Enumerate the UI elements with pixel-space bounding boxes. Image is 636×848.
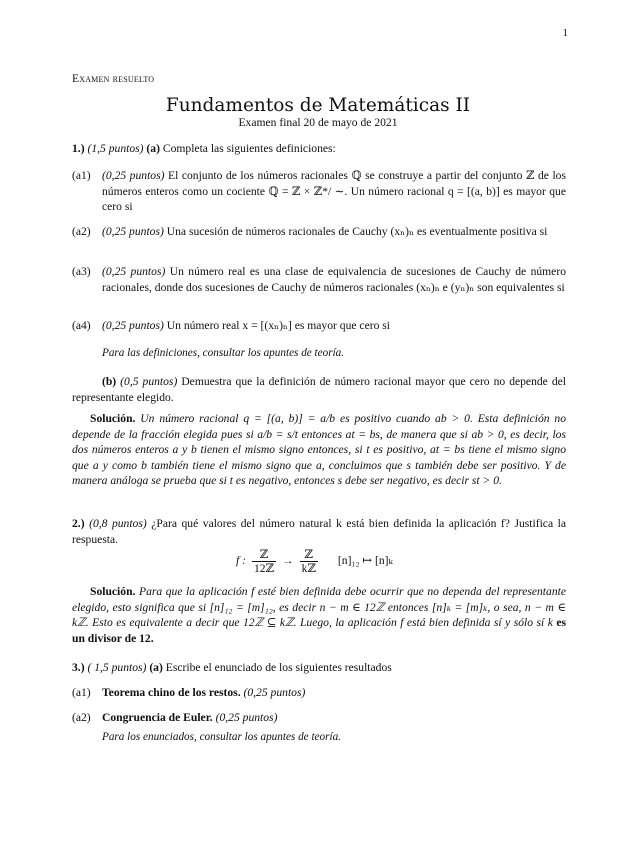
question-1a-label: (a) <box>146 142 160 155</box>
question-1-points: (1,5 puntos) <box>87 142 144 155</box>
question-1-item-a2 <box>72 224 566 256</box>
question-1-solution <box>72 411 566 489</box>
item-points: (0,25 puntos) <box>243 686 306 699</box>
item-body <box>102 264 566 295</box>
question-2-number: 2.) <box>72 517 85 530</box>
question-1-note: Para las definiciones, consultar los apuntes de teoría. <box>102 347 345 359</box>
fraction-1 <box>252 548 276 575</box>
formula-arrow: → <box>282 554 294 568</box>
item-body <box>102 168 566 215</box>
question-3-item-a2 <box>72 710 566 726</box>
question-2-formula <box>236 546 393 576</box>
solution-label: Solución. <box>90 585 136 598</box>
question-1b-text: Demuestra que la definición de número racional mayor que cero no depende del representante elegido. <box>72 375 566 404</box>
item-body <box>102 685 566 701</box>
item-label: (a1) <box>72 169 91 182</box>
item-body <box>102 318 566 334</box>
question-2-solution <box>72 584 566 646</box>
solution-text: Para que la aplicación f esté bien definida debe ocurrir que no dependa del representante elegido, esto significa que si [n]₁₂ = [m]₁₂, es decir n − m ∈ 12ℤ entonces [n]ₖ = [m]ₖ, o sea, n − m ∈ kℤ. Esto es equivalente a decir que 12ℤ ⊆ kℤ. Luego, la aplicación f está bien definida sí y sólo sí k <box>72 585 566 630</box>
item-title: Congruencia de Euler. <box>102 711 213 724</box>
item-label: (a2) <box>72 711 91 724</box>
item-label: (a3) <box>72 265 91 278</box>
item-body <box>102 710 566 726</box>
question-3-note: Para los enunciados, consultar los apuntes de teoría. <box>102 731 341 743</box>
item-points: (0,25 puntos) <box>102 265 166 278</box>
item-title: Teorema chino de los restos. <box>102 686 241 699</box>
question-2-text: ¿Para qué valores del número natural k está bien definida la aplicación f? Justifica la respuesta. <box>72 517 566 546</box>
solution-bold-text: es un divisor de 12. <box>72 616 566 645</box>
question-1-item-a3 <box>72 264 566 312</box>
question-3a-text: Escribe el enunciado de los siguientes resultados <box>165 661 392 674</box>
item-points: (0,25 puntos) <box>102 169 165 182</box>
page-subtitle: Examen final 20 de mayo de 2021 <box>238 116 398 129</box>
item-body <box>102 224 566 240</box>
question-1b-label: (b) <box>102 375 117 388</box>
item-label: (a4) <box>72 319 91 332</box>
question-3-number: 3.) <box>72 661 85 674</box>
question-1b-points: (0,5 puntos) <box>120 375 178 388</box>
fraction-2 <box>300 548 318 575</box>
question-1b <box>72 374 566 405</box>
formula-rhs: [n]₁₂ ↦ [n]ₖ <box>337 554 393 568</box>
question-1-number: 1.) <box>72 142 85 155</box>
page-number: 1 <box>562 27 568 39</box>
fraction-1-numerator: ℤ <box>259 547 269 561</box>
question-1-item-a4 <box>72 318 566 334</box>
item-text: Una sucesión de números racionales de Cauchy (xₙ)ₙ es eventualmente positiva si <box>166 225 548 238</box>
solution-label: Solución. <box>90 412 136 425</box>
question-1-item-a1 <box>72 168 566 216</box>
formula-lhs: f : <box>236 554 246 568</box>
item-label: (a2) <box>72 225 91 238</box>
solution-text: Un número racional q = [(a, b)] = a/b es positivo cuando ab > 0. Esta definición no depende de la fracción elegida pues si a/b = s/t entonces at = bs, de manera que si ab > 0, es decir, los dos números enteros a y b tienen el mismo signo entonces, si t es positivo, at = bs tiene el mismo signo que a y como b también tiene el mismo signo que a, concluimos que s también debe ser positivo. Y de manera análoga se prueba que si t es negativo, entonces s debe ser negativo, es decir st > 0. <box>72 412 566 488</box>
question-3a-label: (a) <box>149 661 163 674</box>
item-text: Un número real x = [(xₙ)ₙ] es mayor que cero si <box>166 319 390 332</box>
question-1-heading <box>72 141 566 157</box>
item-points: (0,25 puntos) <box>102 319 164 332</box>
question-2 <box>72 516 566 547</box>
question-3-heading <box>72 660 566 676</box>
page-title: Fundamentos de Matemáticas II <box>165 95 471 116</box>
item-text: El conjunto de los números racionales ℚ se construye a partir del conjunto ℤ de los números enteros como un cociente ℚ = ℤ × ℤ*/ ∼. Un número racional q = [(a, b)] es mayor que cero si <box>102 169 566 214</box>
item-text: Un número real es una clase de equivalencia de sucesiones de Cauchy de número racionales, donde dos sucesiones de Cauchy de números racionales (xₙ)ₙ e (yₙ)ₙ son equivalentes si <box>102 265 566 294</box>
question-1a-text: Completa las siguientes definiciones: <box>162 142 336 155</box>
item-label: (a1) <box>72 686 91 699</box>
fraction-1-denominator: 12ℤ <box>253 561 275 575</box>
item-points: (0,25 puntos) <box>215 711 278 724</box>
item-points: (0,25 puntos) <box>102 225 164 238</box>
fraction-2-numerator: ℤ <box>304 547 313 561</box>
fraction-2-denominator: kℤ <box>301 561 316 575</box>
question-2-points: (0,8 puntos) <box>89 517 147 530</box>
question-3-item-a1 <box>72 685 566 701</box>
document-header: Examen resuelto <box>72 73 155 85</box>
question-3-points: ( 1,5 puntos) <box>87 661 147 674</box>
